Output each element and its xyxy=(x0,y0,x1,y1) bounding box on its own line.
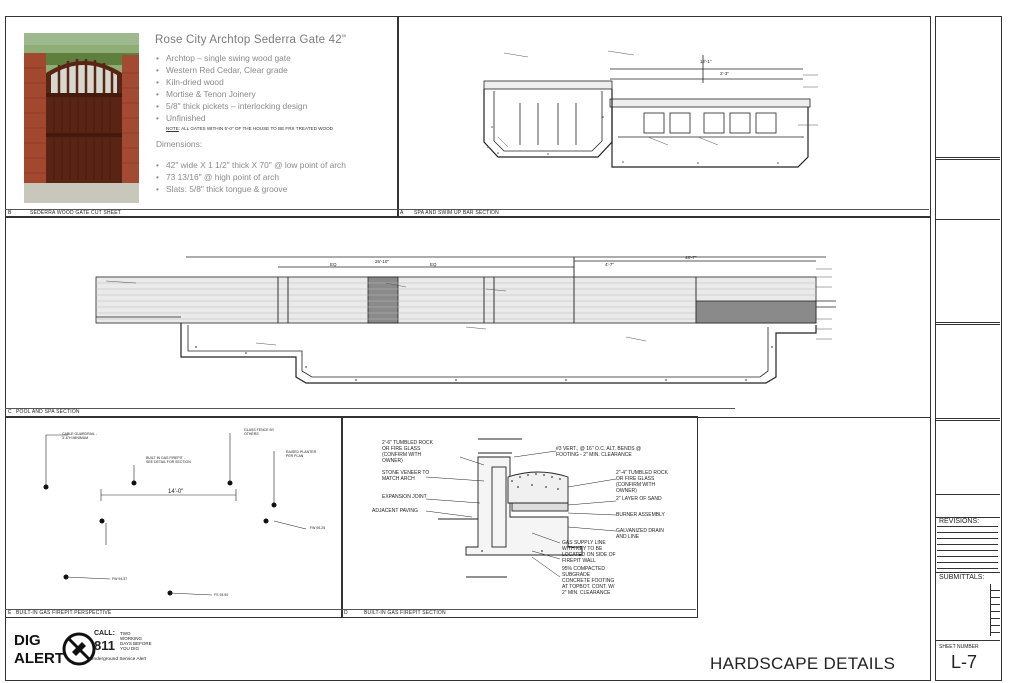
caption-b-letter: B xyxy=(8,210,12,216)
caption-a-text: SPA AND SWIM UP BAR SECTION xyxy=(414,210,499,216)
sheet-title: HARDSCAPE DETAILS xyxy=(710,654,896,673)
pool-section-drawing xyxy=(6,217,928,407)
dimension-item: • 73 13/16" @ high point of arch xyxy=(156,171,391,183)
gate-dimension-list xyxy=(156,159,391,195)
service-name: Underground Service Alert xyxy=(90,657,147,662)
dig-alert-logo xyxy=(14,630,174,670)
gate-title: Rose City Archtop Sederra Gate 42" xyxy=(155,34,347,46)
caption-b-text: SEDERRA WOOD GATE CUT SHEET xyxy=(30,210,122,216)
caption-c-text: POOL AND SPA SECTION xyxy=(16,409,80,415)
feature-item: • 5/8" thick pickets – interlocking design xyxy=(156,100,391,112)
firepit-perspective-drawing xyxy=(6,417,340,607)
two-days-note: TWO WORKING DAYS BEFORE YOU DIG xyxy=(120,631,152,651)
pool-dim-2: 48'-7" xyxy=(685,255,697,260)
raised-planter-label: RAISED PLANTER PER PLAN xyxy=(286,450,317,458)
title-block xyxy=(935,16,1002,681)
glass-fence-label: GLASS FENCE BY OTHERS xyxy=(244,428,275,436)
note-prefix: NOTE xyxy=(166,126,179,131)
pool-dim-1: 26'-10" xyxy=(375,259,389,264)
firepit-right-note-3: 2" LAYER OF SAND xyxy=(616,496,662,502)
spa-dim-2: 2'-3" xyxy=(720,71,729,76)
dimension-item: • Slats: 5/8" thick tongue & groove xyxy=(156,183,391,195)
firepit-right-note-5: GALVANIZED DRAIN AND LINE xyxy=(616,528,664,540)
firepit-right-note-1: #3 VERT., @ 16" O.C. ALT. BENDS @ FOOTING - 2" MIN. CLEARANCE xyxy=(556,446,642,458)
fw-94-label: FW 94.57 xyxy=(112,577,128,581)
pool-dim-3: 4'-7" xyxy=(605,262,614,267)
firepit-right-note-2: 2"-4" TUMBLED ROCK OR FIRE GLASS (CONFIRM WITH OWNER) xyxy=(616,470,668,494)
feature-item: • Kiln-dried wood xyxy=(156,76,391,88)
submittal-table xyxy=(990,584,1000,636)
caption-e-letter: E xyxy=(8,610,12,616)
sheet-number: L-7 xyxy=(951,652,978,672)
alert-word: ALERT xyxy=(14,650,64,667)
caption-c-letter: C xyxy=(8,409,12,415)
caption-a-letter: A xyxy=(400,210,404,216)
call-label: CALL: xyxy=(94,630,115,637)
spa-dim-1: 12'-1" xyxy=(700,59,712,64)
cable-guardrail-label: CABLE GUARDRAIL - 3'-6"H MINIMUM xyxy=(62,432,97,440)
built-in-firepit-label: BUILT IN GAS FIREPIT - SEE DETAIL FOR SECTION xyxy=(146,456,191,464)
feature-item: • Western Red Cedar, Clear grade xyxy=(156,64,391,76)
firepit-left-note-1: 2'-6" TUMBLED ROCK OR FIRE GLASS (CONFIRM WITH OWNER) xyxy=(382,440,433,464)
gate-note xyxy=(166,126,333,131)
firepit-left-note-2: STONE VENEER TO MATCH ARCH xyxy=(382,470,430,482)
fs-label: FS 93.90 xyxy=(214,593,229,597)
pool-eq-1: EQ xyxy=(330,262,337,267)
firepit-right-note-6: GAS SUPPLY LINE WITH KEY TO BE LOCATED ON SIDE OF FIREPIT WALL xyxy=(562,540,616,564)
firepit-dim-label: 14'-0" xyxy=(168,489,184,495)
firepit-right-note-4: BURNER ASSEMBLY xyxy=(616,512,665,518)
note-text: : ALL GATES WITHIN 5'-0" OF THE HOUSE TO BE FRX TREATED WOOD xyxy=(178,126,333,131)
call-number: 811 xyxy=(94,638,115,653)
gate-photo xyxy=(24,33,139,203)
spa-section-drawing xyxy=(398,17,928,207)
submittals-label: SUBMITTALS: xyxy=(939,574,985,581)
gate-feature-list xyxy=(156,52,391,124)
feature-item: • Archtop – single swing wood gate xyxy=(156,52,391,64)
revision-table xyxy=(937,526,998,571)
fw-95-label: FW 95.25 xyxy=(310,526,326,530)
sheet-number-label: SHEET NUMBER xyxy=(939,644,979,650)
dimensions-heading: Dimensions: xyxy=(156,139,203,149)
caption-d-letter: D xyxy=(344,610,348,616)
firepit-left-note-3: EXPANSION JOINT xyxy=(382,494,427,500)
pool-eq-2: EQ xyxy=(430,262,437,267)
feature-item: • Mortise & Tenon Joinery xyxy=(156,88,391,100)
firepit-right-note-7: 95% COMPACTED SUBGRADE xyxy=(562,566,605,578)
dig-word: DIG xyxy=(14,632,41,649)
feature-item: • Unfinished xyxy=(156,112,391,124)
dimension-item: • 42" wide X 1 1/2" thick X 70" @ low point of arch xyxy=(156,159,391,171)
revisions-label: REVISIONS: xyxy=(939,518,980,525)
firepit-right-note-8: CONCRETE FOOTING AT TOPBOT. CONT. W/ 2" MIN. CLEARANCE xyxy=(562,578,615,596)
caption-e-text: BUILT-IN GAS FIREPIT PERSPECTIVE xyxy=(16,610,112,616)
firepit-left-note-4: ADJACENT PAVING xyxy=(372,508,418,514)
caption-d-text: BUILT-IN GAS FIREPIT SECTION xyxy=(364,610,446,616)
